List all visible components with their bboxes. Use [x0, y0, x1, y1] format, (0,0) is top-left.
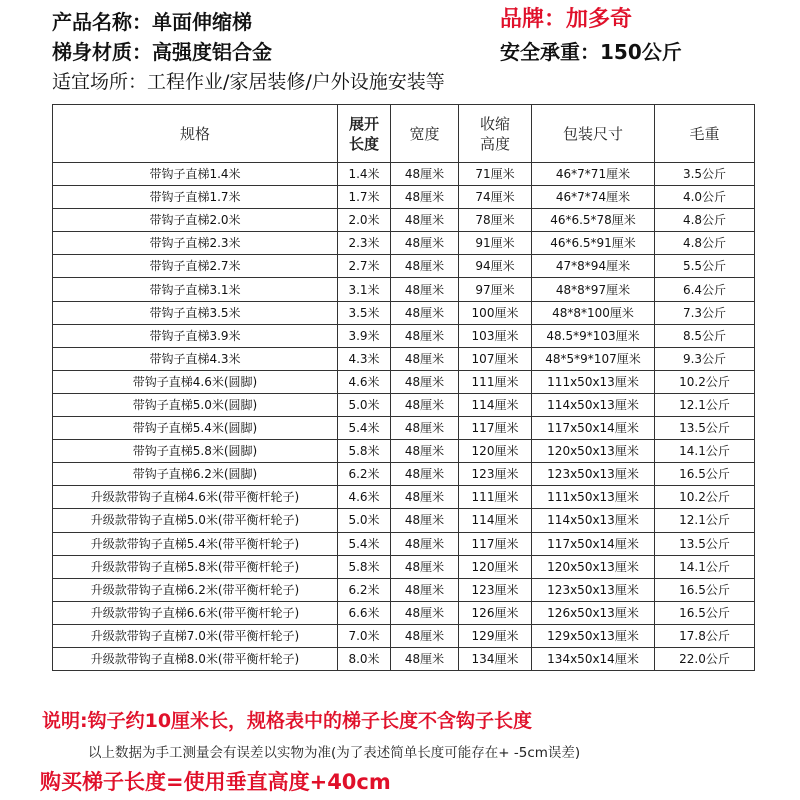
cell-package-size: 48.5*9*103厘米: [532, 324, 655, 347]
cell-width: 48厘米: [391, 255, 459, 278]
hook-note: 说明:钩子约10厘米长，规格表中的梯子长度不含钩子长度: [42, 710, 533, 732]
cell-width: 48厘米: [391, 578, 459, 601]
table-row: [53, 324, 755, 347]
cell-width: 48厘米: [391, 301, 459, 324]
table-row: [53, 463, 755, 486]
cell-gross-weight: 10.2公斤: [655, 370, 755, 393]
cell-package-size: 48*5*9*107厘米: [532, 347, 655, 370]
material: 梯身材质：高强度铝合金: [52, 40, 272, 64]
cell-gross-weight: 5.5公斤: [655, 255, 755, 278]
cell-package-size: 48*8*100厘米: [532, 301, 655, 324]
cell-extended-length: 8.0米: [338, 647, 391, 670]
cell-width: 48厘米: [391, 347, 459, 370]
cell-extended-length: 5.8米: [338, 440, 391, 463]
table-body: [53, 163, 755, 671]
cell-retracted-height: 114厘米: [459, 509, 532, 532]
cell-extended-length: 6.2米: [338, 578, 391, 601]
cell-spec: 带钩子直梯3.5米: [53, 301, 338, 324]
cell-extended-length: 5.0米: [338, 393, 391, 416]
cell-width: 48厘米: [391, 324, 459, 347]
cell-width: 48厘米: [391, 624, 459, 647]
cell-gross-weight: 4.8公斤: [655, 209, 755, 232]
table-row: [53, 232, 755, 255]
cell-package-size: 120x50x13厘米: [532, 555, 655, 578]
cell-spec: 升级款带钩子直梯8.0米(带平衡杆轮子): [53, 647, 338, 670]
cell-extended-length: 3.1米: [338, 278, 391, 301]
cell-retracted-height: 123厘米: [459, 463, 532, 486]
cell-spec: 带钩子直梯4.3米: [53, 347, 338, 370]
table-row: [53, 486, 755, 509]
cell-retracted-height: 117厘米: [459, 532, 532, 555]
table-row: [53, 301, 755, 324]
table-row: [53, 255, 755, 278]
cell-extended-length: 6.6米: [338, 601, 391, 624]
cell-extended-length: 2.7米: [338, 255, 391, 278]
cell-package-size: 46*6.5*78厘米: [532, 209, 655, 232]
table-row: [53, 163, 755, 186]
cell-gross-weight: 12.1公斤: [655, 509, 755, 532]
cell-spec: 升级款带钩子直梯5.8米(带平衡杆轮子): [53, 555, 338, 578]
cell-spec: 带钩子直梯1.7米: [53, 186, 338, 209]
cell-extended-length: 3.9米: [338, 324, 391, 347]
cell-retracted-height: 117厘米: [459, 417, 532, 440]
cell-retracted-height: 134厘米: [459, 647, 532, 670]
cell-extended-length: 6.2米: [338, 463, 391, 486]
table-row: [53, 186, 755, 209]
table-row: [53, 509, 755, 532]
cell-extended-length: 4.6米: [338, 486, 391, 509]
cell-width: 48厘米: [391, 440, 459, 463]
cell-gross-weight: 9.3公斤: [655, 347, 755, 370]
cell-package-size: 114x50x13厘米: [532, 393, 655, 416]
cell-package-size: 111x50x13厘米: [532, 370, 655, 393]
measurement-disclaimer: 以上数据为手工测量会有误差以实物为准(为了表述简单长度可能存在+ -5cm误差): [88, 745, 581, 761]
cell-width: 48厘米: [391, 463, 459, 486]
cell-package-size: 46*7*71厘米: [532, 163, 655, 186]
cell-gross-weight: 16.5公斤: [655, 578, 755, 601]
cell-width: 48厘米: [391, 601, 459, 624]
table-row: [53, 440, 755, 463]
cell-extended-length: 5.0米: [338, 509, 391, 532]
cell-width: 48厘米: [391, 393, 459, 416]
cell-gross-weight: 4.0公斤: [655, 186, 755, 209]
cell-width: 48厘米: [391, 209, 459, 232]
cell-extended-length: 4.6米: [338, 370, 391, 393]
table-row: [53, 578, 755, 601]
cell-gross-weight: 8.5公斤: [655, 324, 755, 347]
cell-gross-weight: 7.3公斤: [655, 301, 755, 324]
cell-retracted-height: 129厘米: [459, 624, 532, 647]
cell-package-size: 134x50x14厘米: [532, 647, 655, 670]
cell-gross-weight: 13.5公斤: [655, 417, 755, 440]
header-package-size: 包装尺寸: [532, 105, 655, 163]
cell-retracted-height: 107厘米: [459, 347, 532, 370]
cell-package-size: 46*6.5*91厘米: [532, 232, 655, 255]
cell-spec: 带钩子直梯3.9米: [53, 324, 338, 347]
cell-extended-length: 2.3米: [338, 232, 391, 255]
brand: 品牌：加多奇: [500, 7, 633, 32]
cell-width: 48厘米: [391, 232, 459, 255]
cell-extended-length: 5.4米: [338, 532, 391, 555]
cell-retracted-height: 120厘米: [459, 555, 532, 578]
load-capacity: 安全承重：150公斤: [500, 40, 682, 64]
cell-width: 48厘米: [391, 163, 459, 186]
table-row: [53, 417, 755, 440]
cell-extended-length: 2.0米: [338, 209, 391, 232]
cell-extended-length: 5.8米: [338, 555, 391, 578]
table-row: [53, 532, 755, 555]
usage-scenarios: 适宜场所：工程作业/家居装修/户外设施安装等: [52, 71, 445, 93]
cell-gross-weight: 4.8公斤: [655, 232, 755, 255]
cell-width: 48厘米: [391, 486, 459, 509]
header-extended-length: 展开 长度: [338, 105, 391, 163]
cell-retracted-height: 91厘米: [459, 232, 532, 255]
table-row: [53, 647, 755, 670]
table-row: [53, 624, 755, 647]
cell-package-size: 48*8*97厘米: [532, 278, 655, 301]
cell-width: 48厘米: [391, 555, 459, 578]
cell-width: 48厘米: [391, 417, 459, 440]
cell-gross-weight: 16.5公斤: [655, 463, 755, 486]
cell-retracted-height: 111厘米: [459, 486, 532, 509]
cell-package-size: 117x50x14厘米: [532, 532, 655, 555]
cell-retracted-height: 97厘米: [459, 278, 532, 301]
cell-spec: 升级款带钩子直梯5.0米(带平衡杆轮子): [53, 509, 338, 532]
cell-extended-length: 1.7米: [338, 186, 391, 209]
cell-width: 48厘米: [391, 370, 459, 393]
cell-retracted-height: 71厘米: [459, 163, 532, 186]
cell-gross-weight: 17.8公斤: [655, 624, 755, 647]
cell-spec: 带钩子直梯6.2米(圆脚): [53, 463, 338, 486]
table-row: [53, 555, 755, 578]
cell-gross-weight: 6.4公斤: [655, 278, 755, 301]
cell-extended-length: 7.0米: [338, 624, 391, 647]
cell-package-size: 129x50x13厘米: [532, 624, 655, 647]
table-header-row: [53, 105, 755, 163]
cell-retracted-height: 94厘米: [459, 255, 532, 278]
cell-gross-weight: 12.1公斤: [655, 393, 755, 416]
spec-table: [52, 104, 755, 671]
cell-spec: 带钩子直梯4.6米(圆脚): [53, 370, 338, 393]
cell-package-size: 47*8*94厘米: [532, 255, 655, 278]
cell-retracted-height: 111厘米: [459, 370, 532, 393]
cell-width: 48厘米: [391, 278, 459, 301]
cell-spec: 升级款带钩子直梯7.0米(带平衡杆轮子): [53, 624, 338, 647]
cell-retracted-height: 126厘米: [459, 601, 532, 624]
cell-package-size: 123x50x13厘米: [532, 578, 655, 601]
cell-retracted-height: 103厘米: [459, 324, 532, 347]
header-width: 宽度: [391, 105, 459, 163]
cell-retracted-height: 100厘米: [459, 301, 532, 324]
cell-retracted-height: 120厘米: [459, 440, 532, 463]
cell-spec: 带钩子直梯1.4米: [53, 163, 338, 186]
cell-spec: 带钩子直梯2.3米: [53, 232, 338, 255]
cell-spec: 带钩子直梯2.7米: [53, 255, 338, 278]
cell-retracted-height: 123厘米: [459, 578, 532, 601]
cell-retracted-height: 74厘米: [459, 186, 532, 209]
cell-extended-length: 5.4米: [338, 417, 391, 440]
cell-width: 48厘米: [391, 532, 459, 555]
header-gross-weight: 毛重: [655, 105, 755, 163]
cell-gross-weight: 14.1公斤: [655, 555, 755, 578]
cell-spec: 升级款带钩子直梯6.6米(带平衡杆轮子): [53, 601, 338, 624]
cell-gross-weight: 14.1公斤: [655, 440, 755, 463]
cell-spec: 带钩子直梯5.4米(圆脚): [53, 417, 338, 440]
cell-package-size: 111x50x13厘米: [532, 486, 655, 509]
cell-spec: 升级款带钩子直梯5.4米(带平衡杆轮子): [53, 532, 338, 555]
cell-gross-weight: 13.5公斤: [655, 532, 755, 555]
cell-package-size: 46*7*74厘米: [532, 186, 655, 209]
cell-spec: 升级款带钩子直梯4.6米(带平衡杆轮子): [53, 486, 338, 509]
cell-gross-weight: 3.5公斤: [655, 163, 755, 186]
cell-gross-weight: 10.2公斤: [655, 486, 755, 509]
cell-package-size: 114x50x13厘米: [532, 509, 655, 532]
cell-package-size: 117x50x14厘米: [532, 417, 655, 440]
cell-width: 48厘米: [391, 509, 459, 532]
cell-spec: 带钩子直梯2.0米: [53, 209, 338, 232]
table-row: [53, 347, 755, 370]
cell-gross-weight: 22.0公斤: [655, 647, 755, 670]
header-spec: 规格: [53, 105, 338, 163]
cell-spec: 带钩子直梯5.0米(圆脚): [53, 393, 338, 416]
cell-retracted-height: 78厘米: [459, 209, 532, 232]
cell-package-size: 120x50x13厘米: [532, 440, 655, 463]
cell-width: 48厘米: [391, 186, 459, 209]
buying-tip: 购买梯子长度=使用垂直高度+40cm: [40, 770, 391, 794]
table-row: [53, 393, 755, 416]
cell-retracted-height: 114厘米: [459, 393, 532, 416]
cell-extended-length: 4.3米: [338, 347, 391, 370]
cell-width: 48厘米: [391, 647, 459, 670]
cell-package-size: 123x50x13厘米: [532, 463, 655, 486]
cell-package-size: 126x50x13厘米: [532, 601, 655, 624]
table-row: [53, 601, 755, 624]
product-name: 产品名称：单面伸缩梯: [52, 10, 252, 34]
table-row: [53, 278, 755, 301]
cell-spec: 升级款带钩子直梯6.2米(带平衡杆轮子): [53, 578, 338, 601]
cell-spec: 带钩子直梯3.1米: [53, 278, 338, 301]
cell-gross-weight: 16.5公斤: [655, 601, 755, 624]
cell-extended-length: 3.5米: [338, 301, 391, 324]
cell-extended-length: 1.4米: [338, 163, 391, 186]
table-row: [53, 209, 755, 232]
cell-spec: 带钩子直梯5.8米(圆脚): [53, 440, 338, 463]
table-row: [53, 370, 755, 393]
header-retracted-height: 收缩 高度: [459, 105, 532, 163]
